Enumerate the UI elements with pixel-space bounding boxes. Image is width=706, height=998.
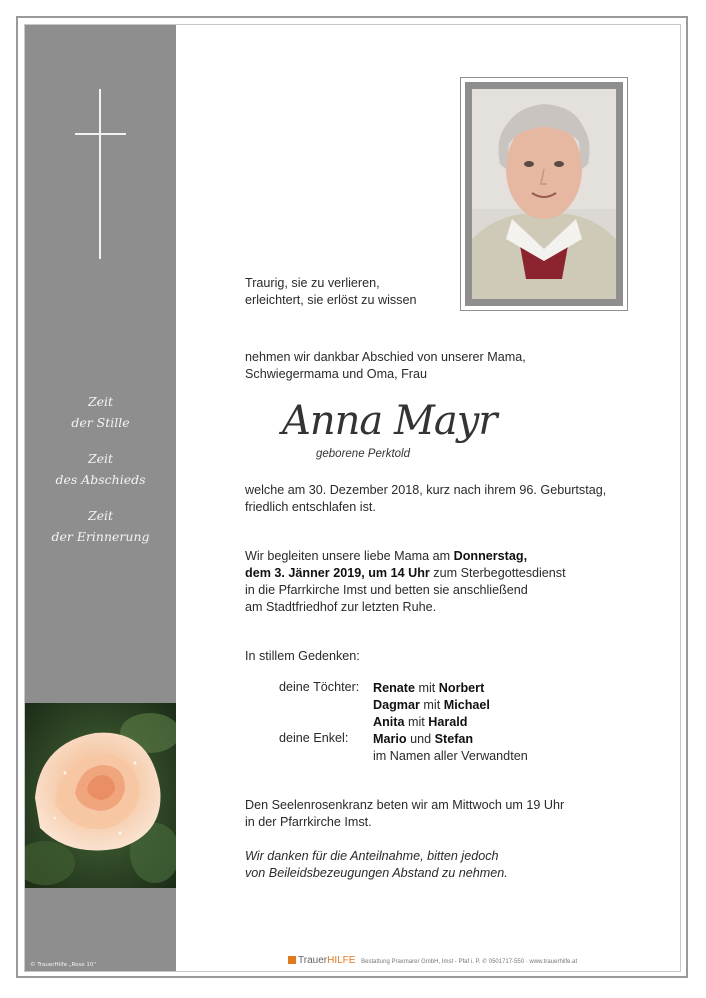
poem-stanza-2 bbox=[25, 448, 176, 490]
farewell-line: Schwiegermama und Oma, Frau bbox=[245, 367, 427, 381]
poem-stanza-3 bbox=[25, 505, 176, 547]
poem-line: des Abschieds bbox=[55, 472, 146, 487]
mourning-heading: In stillem Gedenken: bbox=[245, 649, 360, 663]
portrait-photo bbox=[472, 89, 616, 299]
list-item: Dagmar mit Michael bbox=[373, 698, 490, 712]
trauerhilfe-logo-icon bbox=[288, 956, 296, 964]
funeral-text-part: Wir begleiten unsere liebe Mama am bbox=[245, 549, 454, 563]
thanks-line: von Beileidsbezeugungen Abstand zu nehmen. bbox=[245, 866, 508, 880]
intro-line: erleichtert, sie erlöst zu wissen bbox=[245, 293, 417, 307]
funeral-text bbox=[245, 548, 566, 616]
poem-line: Zeit bbox=[87, 394, 114, 409]
list-item: Mario und Stefan bbox=[373, 732, 474, 746]
farewell-line: nehmen wir dankbar Abschied von unserer Mama, bbox=[245, 350, 526, 364]
rose-image bbox=[25, 703, 176, 888]
list-item: Anita mit Harald bbox=[373, 715, 468, 729]
brand-name: Trauer bbox=[298, 955, 328, 966]
poem-line: Zeit bbox=[87, 451, 114, 466]
funeral-line bbox=[245, 565, 566, 582]
intro-line: Traurig, sie zu verlieren, bbox=[245, 276, 380, 290]
funeral-line: in die Pfarrkirche Imst und betten sie anschließend bbox=[245, 583, 528, 597]
death-text bbox=[245, 482, 606, 516]
poem-stanza-1 bbox=[25, 391, 176, 433]
funeral-text-part: zum Sterbegottesdienst bbox=[429, 566, 566, 580]
funeral-day: Donnerstag, bbox=[453, 549, 528, 563]
poem-line: der Stille bbox=[71, 415, 130, 430]
list-item: Renate mit Norbert bbox=[373, 681, 485, 695]
intro-text bbox=[245, 275, 416, 309]
brand-name-accent: HILFE bbox=[327, 955, 356, 966]
death-line: welche am 30. Dezember 2018, kurz nach ihrem 96. Geburtstag, bbox=[245, 483, 607, 497]
funeral-line bbox=[245, 548, 566, 565]
daughters-label: deine Töchter: bbox=[279, 680, 360, 694]
rose-icon bbox=[25, 703, 176, 888]
deceased-name: Anna Mayr bbox=[282, 398, 497, 444]
rosary-text bbox=[245, 797, 564, 831]
footer-text: Bestattung Praxmarer GmbH, Imst - Pfaf i. P. ✆ 0501717-550 · www.trauerhilfe.at bbox=[361, 959, 578, 965]
rosary-line: Den Seelenrosenkranz beten wir am Mittwoch um 19 Uhr bbox=[245, 798, 565, 812]
grandsons-label: deine Enkel: bbox=[279, 731, 349, 745]
thanks-line: Wir danken für die Anteilnahme, bitten jedoch bbox=[245, 849, 499, 863]
thanks-text bbox=[245, 848, 508, 882]
poem-line: der Erinnerung bbox=[51, 529, 150, 544]
cross-icon-bar bbox=[75, 133, 126, 135]
cross-icon bbox=[99, 89, 101, 259]
funeral-line: am Stadtfriedhof zur letzten Ruhe. bbox=[245, 600, 437, 614]
birth-name: geborene Perktold bbox=[316, 448, 410, 460]
mourners-list bbox=[373, 680, 528, 765]
poem-line: Zeit bbox=[87, 508, 114, 523]
list-item: im Namen aller Verwandten bbox=[373, 749, 528, 763]
portrait-icon bbox=[472, 89, 616, 299]
footer bbox=[288, 955, 577, 966]
death-line: friedlich entschlafen ist. bbox=[245, 500, 376, 514]
farewell-text bbox=[245, 349, 526, 383]
funeral-date: dem 3. Jänner 2019, um 14 Uhr bbox=[245, 566, 430, 580]
image-copyright: © TrauerHilfe „Rose 10“ bbox=[30, 962, 97, 968]
rosary-line: in der Pfarrkirche Imst. bbox=[245, 815, 372, 829]
